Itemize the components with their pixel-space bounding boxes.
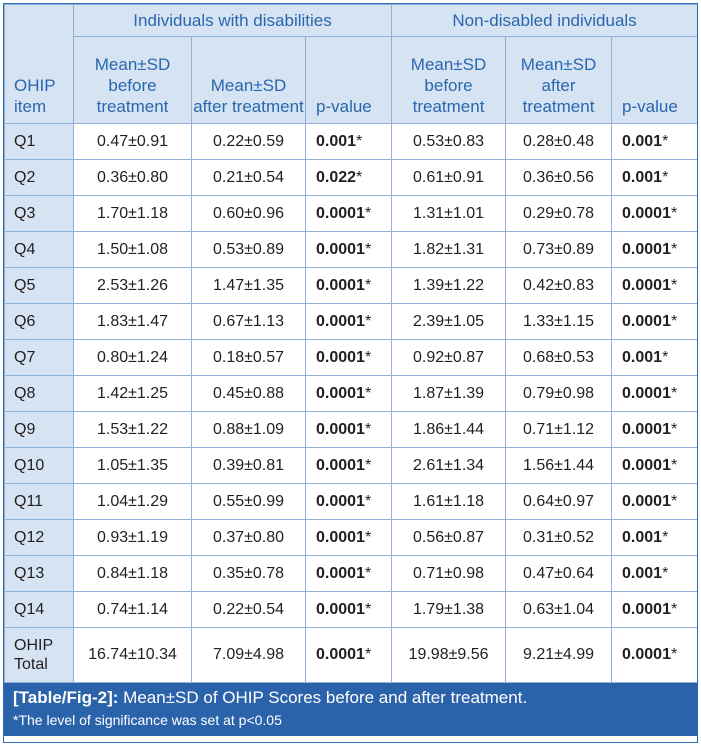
significance-marker: * xyxy=(364,204,372,222)
p-value: 0.001 xyxy=(622,528,663,546)
disabled-before-cell: 0.47±0.91 xyxy=(74,124,192,160)
table-caption xyxy=(4,683,697,736)
disabled-pvalue-header: p-value xyxy=(306,37,392,124)
significance-marker: * xyxy=(662,348,669,366)
disabled-after-cell: 0.39±0.81 xyxy=(192,448,306,484)
disabled-before-header: Mean±SD before treatment xyxy=(74,37,192,124)
nondisabled-after-cell: 0.71±1.12 xyxy=(506,412,612,448)
disabled-after-header: Mean±SD after treatment xyxy=(192,37,306,124)
disabled-pvalue-cell xyxy=(306,556,392,592)
significance-marker: * xyxy=(364,646,372,663)
disabled-pvalue-cell xyxy=(306,232,392,268)
significance-marker: * xyxy=(670,646,678,663)
table-row xyxy=(5,304,698,340)
nondisabled-after-cell: 0.31±0.52 xyxy=(506,520,612,556)
disabled-pvalue-cell xyxy=(306,160,392,196)
nondisabled-before-cell: 1.39±1.22 xyxy=(392,268,506,304)
group-header-nondisabled: Non-disabled individuals xyxy=(392,5,698,37)
nondisabled-before-cell: 0.56±0.87 xyxy=(392,520,506,556)
disabled-before-cell: 1.05±1.35 xyxy=(74,448,192,484)
disabled-after-cell: 1.47±1.35 xyxy=(192,268,306,304)
table-row xyxy=(5,448,698,484)
nondisabled-before-cell: 1.61±1.18 xyxy=(392,484,506,520)
p-value: 0.0001 xyxy=(622,492,671,510)
significance-marker: * xyxy=(670,276,678,294)
disabled-pvalue-cell xyxy=(306,196,392,232)
ohip-item-cell: Q4 xyxy=(5,232,74,268)
table-row xyxy=(5,592,698,628)
disabled-before-cell: 2.53±1.26 xyxy=(74,268,192,304)
ohip-item-cell: Q5 xyxy=(5,268,74,304)
disabled-pvalue-cell xyxy=(306,448,392,484)
ohip-item-cell: Q2 xyxy=(5,160,74,196)
significance-marker: * xyxy=(662,528,669,546)
p-value: 0.0001 xyxy=(316,348,365,366)
table-row xyxy=(5,196,698,232)
nondisabled-before-cell: 1.79±1.38 xyxy=(392,592,506,628)
disabled-pvalue-cell xyxy=(306,484,392,520)
disabled-before-cell: 0.93±1.19 xyxy=(74,520,192,556)
nondisabled-after-cell: 0.36±0.56 xyxy=(506,160,612,196)
ohip-item-cell: Q8 xyxy=(5,376,74,412)
disabled-pvalue-cell xyxy=(306,592,392,628)
nondisabled-after-cell: 1.33±1.15 xyxy=(506,304,612,340)
p-value: 0.0001 xyxy=(316,420,365,438)
disabled-pvalue-cell xyxy=(306,376,392,412)
table-row xyxy=(5,412,698,448)
nondisabled-before-cell: 1.82±1.31 xyxy=(392,232,506,268)
disabled-before-cell: 1.53±1.22 xyxy=(74,412,192,448)
disabled-pvalue-cell xyxy=(306,412,392,448)
nondisabled-before-header: Mean±SD before treatment xyxy=(392,37,506,124)
nondisabled-pvalue-cell xyxy=(612,232,698,268)
table-body xyxy=(5,124,698,683)
disabled-after-cell: 0.22±0.59 xyxy=(192,124,306,160)
ohip-item-cell: Q10 xyxy=(5,448,74,484)
significance-marker: * xyxy=(662,564,669,582)
nondisabled-pvalue-cell xyxy=(612,412,698,448)
nondisabled-before-cell: 0.92±0.87 xyxy=(392,340,506,376)
disabled-pvalue-cell xyxy=(306,124,392,160)
significance-marker: * xyxy=(670,492,678,510)
p-value: 0.001 xyxy=(622,348,663,366)
disabled-pvalue-cell xyxy=(306,304,392,340)
caption-text: Mean±SD of OHIP Scores before and after treatment. xyxy=(118,688,528,707)
p-value: 0.0001 xyxy=(622,384,671,402)
disabled-after-cell: 0.22±0.54 xyxy=(192,592,306,628)
ohip-item-cell: Q3 xyxy=(5,196,74,232)
p-value: 0.0001 xyxy=(316,456,365,474)
disabled-after-cell: 0.55±0.99 xyxy=(192,484,306,520)
nondisabled-before-cell: 2.39±1.05 xyxy=(392,304,506,340)
column-header-row xyxy=(5,37,698,124)
disabled-before-cell: 1.70±1.18 xyxy=(74,196,192,232)
disabled-before-cell: 1.42±1.25 xyxy=(74,376,192,412)
nondisabled-after-cell: 0.68±0.53 xyxy=(506,340,612,376)
p-value: 0.001 xyxy=(622,132,663,150)
caption-label: [Table/Fig-2]: xyxy=(13,688,119,707)
nondisabled-pvalue-cell xyxy=(612,592,698,628)
caption-note: *The level of significance was set at p<0.05 xyxy=(13,712,282,728)
nondisabled-after-cell: 0.47±0.64 xyxy=(506,556,612,592)
disabled-before-cell: 1.50±1.08 xyxy=(74,232,192,268)
table-row xyxy=(5,628,698,683)
nondisabled-after-cell: 9.21±4.99 xyxy=(506,628,612,683)
ohip-item-cell: OHIP Total xyxy=(5,628,74,683)
p-value: 0.0001 xyxy=(316,384,365,402)
nondisabled-pvalue-header: p-value xyxy=(612,37,698,124)
nondisabled-pvalue-cell xyxy=(612,628,698,683)
disabled-pvalue-cell xyxy=(306,628,392,683)
nondisabled-before-cell: 1.31±1.01 xyxy=(392,196,506,232)
significance-marker: * xyxy=(364,348,372,366)
disabled-before-cell: 1.04±1.29 xyxy=(74,484,192,520)
caption-title xyxy=(13,686,688,710)
nondisabled-before-cell: 2.61±1.34 xyxy=(392,448,506,484)
p-value: 0.001 xyxy=(622,168,663,186)
disabled-after-cell: 0.18±0.57 xyxy=(192,340,306,376)
item-column-header: OHIP item xyxy=(5,5,74,124)
significance-marker: * xyxy=(662,168,669,186)
p-value: 0.0001 xyxy=(316,646,365,663)
nondisabled-pvalue-cell xyxy=(612,556,698,592)
nondisabled-before-cell: 0.71±0.98 xyxy=(392,556,506,592)
nondisabled-pvalue-cell xyxy=(612,376,698,412)
table-row xyxy=(5,232,698,268)
disabled-before-cell: 0.36±0.80 xyxy=(74,160,192,196)
nondisabled-pvalue-cell xyxy=(612,340,698,376)
significance-marker: * xyxy=(364,456,372,474)
group-header-disabled: Individuals with disabilities xyxy=(74,5,392,37)
p-value: 0.0001 xyxy=(316,528,365,546)
significance-marker: * xyxy=(364,276,372,294)
disabled-after-cell: 7.09±4.98 xyxy=(192,628,306,683)
nondisabled-pvalue-cell xyxy=(612,304,698,340)
p-value: 0.0001 xyxy=(316,276,365,294)
disabled-after-cell: 0.60±0.96 xyxy=(192,196,306,232)
nondisabled-pvalue-cell xyxy=(612,448,698,484)
p-value: 0.0001 xyxy=(622,600,671,618)
significance-marker: * xyxy=(670,420,678,438)
p-value: 0.0001 xyxy=(316,492,365,510)
disabled-after-cell: 0.37±0.80 xyxy=(192,520,306,556)
significance-marker: * xyxy=(364,240,372,258)
table-row xyxy=(5,160,698,196)
p-value: 0.0001 xyxy=(622,240,671,258)
group-header-row xyxy=(5,5,698,37)
nondisabled-after-cell: 1.56±1.44 xyxy=(506,448,612,484)
ohip-item-cell: Q11 xyxy=(5,484,74,520)
ohip-item-cell: Q6 xyxy=(5,304,74,340)
significance-marker: * xyxy=(670,240,678,258)
nondisabled-before-cell: 0.53±0.83 xyxy=(392,124,506,160)
disabled-pvalue-cell xyxy=(306,340,392,376)
nondisabled-pvalue-cell xyxy=(612,268,698,304)
disabled-before-cell: 0.74±1.14 xyxy=(74,592,192,628)
p-value: 0.0001 xyxy=(622,276,671,294)
nondisabled-pvalue-cell xyxy=(612,484,698,520)
nondisabled-after-cell: 0.64±0.97 xyxy=(506,484,612,520)
significance-marker: * xyxy=(662,132,669,150)
significance-marker: * xyxy=(356,132,363,150)
table-row xyxy=(5,484,698,520)
significance-marker: * xyxy=(356,168,363,186)
significance-marker: * xyxy=(364,528,372,546)
disabled-before-cell: 16.74±10.34 xyxy=(74,628,192,683)
nondisabled-after-cell: 0.63±1.04 xyxy=(506,592,612,628)
p-value: 0.0001 xyxy=(316,240,365,258)
significance-marker: * xyxy=(670,456,678,474)
nondisabled-pvalue-cell xyxy=(612,124,698,160)
nondisabled-after-cell: 0.42±0.83 xyxy=(506,268,612,304)
ohip-item-cell: Q9 xyxy=(5,412,74,448)
nondisabled-after-cell: 0.29±0.78 xyxy=(506,196,612,232)
ohip-item-cell: Q7 xyxy=(5,340,74,376)
disabled-before-cell: 1.83±1.47 xyxy=(74,304,192,340)
nondisabled-after-cell: 0.73±0.89 xyxy=(506,232,612,268)
nondisabled-after-header: Mean±SD after treatment xyxy=(506,37,612,124)
significance-marker: * xyxy=(670,312,678,330)
disabled-after-cell: 0.45±0.88 xyxy=(192,376,306,412)
significance-marker: * xyxy=(670,600,678,618)
p-value: 0.0001 xyxy=(316,564,365,582)
disabled-after-cell: 0.67±1.13 xyxy=(192,304,306,340)
significance-marker: * xyxy=(364,564,372,582)
p-value: 0.0001 xyxy=(622,456,671,474)
disabled-after-cell: 0.35±0.78 xyxy=(192,556,306,592)
nondisabled-pvalue-cell xyxy=(612,520,698,556)
p-value: 0.0001 xyxy=(316,312,365,330)
significance-marker: * xyxy=(364,600,372,618)
p-value: 0.0001 xyxy=(622,204,671,222)
nondisabled-before-cell: 19.98±9.56 xyxy=(392,628,506,683)
ohip-item-cell: Q14 xyxy=(5,592,74,628)
disabled-after-cell: 0.53±0.89 xyxy=(192,232,306,268)
p-value: 0.001 xyxy=(316,132,357,150)
disabled-before-cell: 0.84±1.18 xyxy=(74,556,192,592)
disabled-after-cell: 0.21±0.54 xyxy=(192,160,306,196)
nondisabled-after-cell: 0.28±0.48 xyxy=(506,124,612,160)
ohip-item-cell: Q13 xyxy=(5,556,74,592)
nondisabled-pvalue-cell xyxy=(612,196,698,232)
nondisabled-after-cell: 0.79±0.98 xyxy=(506,376,612,412)
significance-marker: * xyxy=(670,384,678,402)
table-row xyxy=(5,340,698,376)
significance-marker: * xyxy=(670,204,678,222)
table-row xyxy=(5,376,698,412)
table-row xyxy=(5,124,698,160)
table-row xyxy=(5,556,698,592)
nondisabled-pvalue-cell xyxy=(612,160,698,196)
nondisabled-before-cell: 0.61±0.91 xyxy=(392,160,506,196)
disabled-after-cell: 0.88±1.09 xyxy=(192,412,306,448)
p-value: 0.0001 xyxy=(316,204,365,222)
ohip-item-cell: Q12 xyxy=(5,520,74,556)
ohip-scores-table xyxy=(4,4,698,683)
p-value: 0.001 xyxy=(622,564,663,582)
p-value: 0.0001 xyxy=(316,600,365,618)
significance-marker: * xyxy=(364,420,372,438)
nondisabled-before-cell: 1.86±1.44 xyxy=(392,412,506,448)
disabled-before-cell: 0.80±1.24 xyxy=(74,340,192,376)
ohip-item-cell: Q1 xyxy=(5,124,74,160)
p-value: 0.022 xyxy=(316,168,357,186)
disabled-pvalue-cell xyxy=(306,520,392,556)
significance-marker: * xyxy=(364,312,372,330)
table-row xyxy=(5,268,698,304)
disabled-pvalue-cell xyxy=(306,268,392,304)
significance-marker: * xyxy=(364,384,372,402)
table-figure xyxy=(3,3,698,743)
p-value: 0.0001 xyxy=(622,646,671,663)
significance-marker: * xyxy=(364,492,372,510)
p-value: 0.0001 xyxy=(622,312,671,330)
table-row xyxy=(5,520,698,556)
nondisabled-before-cell: 1.87±1.39 xyxy=(392,376,506,412)
p-value: 0.0001 xyxy=(622,420,671,438)
